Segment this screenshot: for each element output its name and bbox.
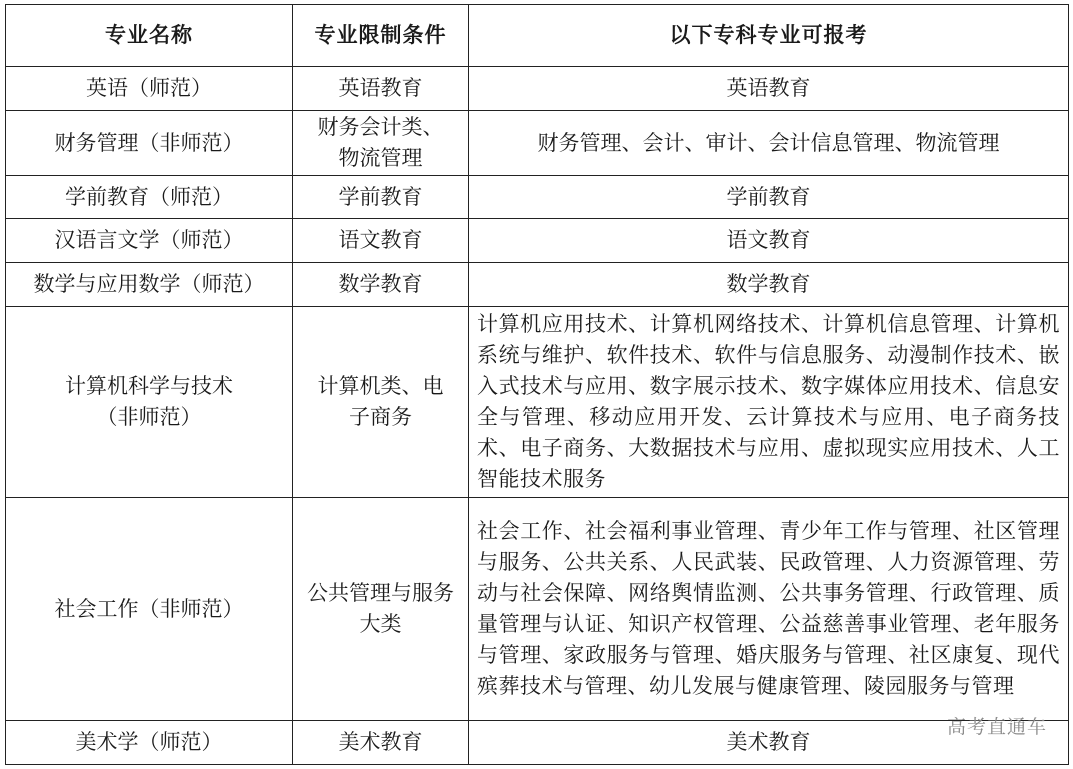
major-cell: 社会工作（非师范） [6,498,293,721]
table-row [6,721,1069,765]
restriction-cell: 计算机类、电子商务 [293,307,469,498]
restriction-cell: 财务会计类、物流管理 [293,111,469,176]
table-row [6,498,1069,721]
major-cell: 计算机科学与技术（非师范） [6,307,293,498]
restriction-cell: 学前教育 [293,176,469,219]
header-major-name: 专业名称 [6,5,293,67]
table-row [6,111,1069,176]
restriction-cell: 公共管理与服务大类 [293,498,469,721]
eligible-cell: 美术教育 [469,721,1069,765]
major-cell: 英语（师范） [6,67,293,111]
table-row [6,67,1069,111]
restriction-cell: 英语教育 [293,67,469,111]
watermark-text: 高考直通车 [946,716,1047,738]
eligible-cell: 学前教育 [469,176,1069,219]
table-row [6,307,1069,498]
eligible-cell: 数学教育 [469,263,1069,307]
major-cell: 美术学（师范） [6,721,293,765]
major-eligibility-table [5,4,1069,765]
restriction-cell: 数学教育 [293,263,469,307]
major-cell: 汉语言文学（师范） [6,219,293,263]
header-eligible-majors: 以下专科专业可报考 [469,5,1069,67]
major-cell: 学前教育（师范） [6,176,293,219]
eligible-cell: 社会工作、社会福利事业管理、青少年工作与管理、社区管理与服务、公共关系、人民武装、民政管理、人力资源管理、劳动与社会保障、网络舆情监测、公共事务管理、行政管理、质量管理与认证、知识产权管理、公益慈善事业管理、老年服务与管理、家政服务与管理、婚庆服务与管理、社区康复、现代殡葬技术与管理、幼儿发展与健康管理、陵园服务与管理 [469,498,1069,721]
header-restriction: 专业限制条件 [293,5,469,67]
eligible-cell: 语文教育 [469,219,1069,263]
table-row [6,263,1069,307]
restriction-cell: 语文教育 [293,219,469,263]
major-cell: 数学与应用数学（师范） [6,263,293,307]
table-row [6,219,1069,263]
table-row [6,176,1069,219]
eligible-cell: 财务管理、会计、审计、会计信息管理、物流管理 [469,111,1069,176]
table-header-row [6,5,1069,67]
restriction-cell: 美术教育 [293,721,469,765]
major-cell: 财务管理（非师范） [6,111,293,176]
eligible-cell: 英语教育 [469,67,1069,111]
eligible-cell: 计算机应用技术、计算机网络技术、计算机信息管理、计算机系统与维护、软件技术、软件与信息服务、动漫制作技术、嵌入式技术与应用、数字展示技术、数字媒体应用技术、信息安全与管理、移动应用开发、云计算技术与应用、电子商务技术、电子商务、大数据技术与应用、虚拟现实应用技术、人工智能技术服务 [469,307,1069,498]
